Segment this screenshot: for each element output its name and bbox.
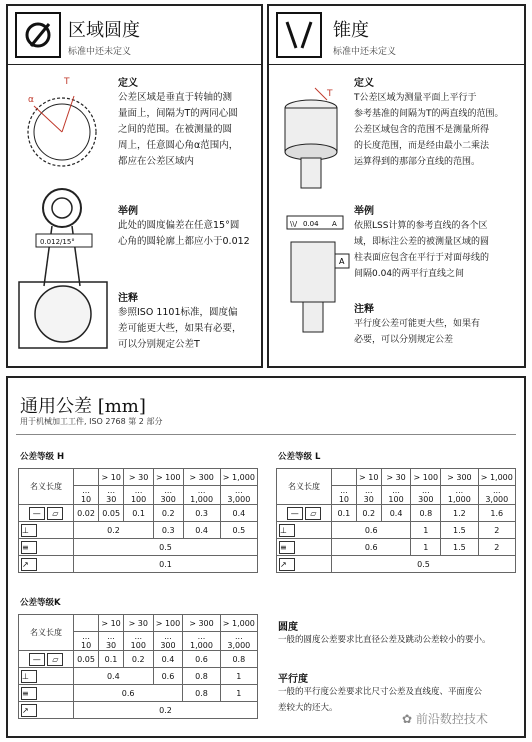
table-row: — ▱ 0.02 0.05 0.1 0.2 0.3 0.4 [19, 505, 258, 522]
flatness-icon: ▱ [47, 653, 63, 666]
svg-text:T: T [64, 77, 70, 87]
roundness-definition-heading: 定义 [118, 78, 138, 89]
roundness-example-text: 此处的圆度偏差在任意15°圆 心角的圆轮廓上都应小于0.012 [118, 220, 250, 247]
roundness-note-title: 圆度 [278, 622, 298, 633]
taper-fig-ref: A [332, 220, 337, 228]
watermark: ✿ 前沿数控技术 [402, 712, 488, 726]
taper-fig-value: 0.04 [303, 220, 319, 228]
roundness-figure-label: 0.012/15° [40, 238, 75, 246]
symmetry-icon: ≡ [21, 541, 37, 554]
table-row: ↗ 0.5 [277, 556, 516, 573]
flatness-icon: ▱ [47, 507, 63, 520]
table-row: ⊥ 0.6 1 1.5 2 [277, 522, 516, 539]
perpendicularity-icon: ⊥ [21, 670, 37, 683]
tolerance-table-l: 名义长度 > 10 > 30 > 100 > 300 > 1,000 ... 10 ... 30 ... 100 ... 300 ... 1,000 ... 3,000 — ▱ 0.1 0.2 0.4 0.8 1.2 1.6 ⊥ 0.6 1 1.5 2 ≡ 0.6 1 1.5 2 ↗ 0.5 [276, 468, 516, 573]
roundness-note-body: 一般的圆度公差要求比直径公差及跳动公差较小的要小。 [278, 635, 491, 645]
general-subtitle: 用于机械加工工件, ISO 2768 第 2 部分 [20, 417, 163, 426]
table-row: ≡ 0.5 [19, 539, 258, 556]
roundness-subtitle: 标准中还未定义 [68, 47, 132, 57]
nominal-length-label: 名义长度 [19, 469, 74, 505]
table-row: ⊥ 0.4 0.6 0.8 1 [19, 668, 258, 685]
level-k-label: 公差等级K [20, 598, 61, 608]
table-row: ≡ 0.6 1 1.5 2 [277, 539, 516, 556]
taper-subtitle: 标准中还未定义 [333, 47, 397, 57]
straightness-icon: — [29, 653, 45, 666]
table-row: ⊥ 0.2 0.3 0.4 0.5 [19, 522, 258, 539]
taper-example-heading: 举例 [354, 206, 374, 217]
straightness-icon: — [287, 507, 303, 520]
table-row: — ▱ 0.1 0.2 0.4 0.8 1.2 1.6 [277, 505, 516, 522]
table-row: ↗ 0.1 [19, 556, 258, 573]
symmetry-icon: ≡ [279, 541, 295, 554]
table-row: ↗ 0.2 [19, 702, 258, 719]
runout-icon: ↗ [21, 558, 37, 571]
taper-note-text: 平行度公差可能更大些，如果有 必要，可以分别规定公差 [354, 319, 481, 345]
taper-panel [267, 4, 526, 368]
roundness-title: 区域圆度 [68, 20, 140, 41]
wechat-icon: ✿ [402, 712, 413, 726]
taper-example-text: 依照LSS计算的参考直线的各个区 域，即标注公差的被测量区域的圆 柱表面应包含在平行于对面母线的 间隔0.04的两平行直线之间 [354, 221, 490, 279]
tolerance-table-h: 名义长度 > 10 > 30 > 100 > 300 > 1,000 ... 10 ... 30 ... 100 ... 300 ... 1,000 ... 3,000 — ▱ 0.02 0.05 0.1 0.2 0.3 0.4 ⊥ 0.2 0.3 0.4 0.5 ≡ 0.5 ↗ 0.1 [18, 468, 258, 573]
roundness-symbol-icon [15, 12, 61, 58]
svg-text:α: α [28, 95, 34, 105]
roundness-note-heading: 注释 [118, 293, 138, 304]
taper-definition-heading: 定义 [354, 78, 374, 89]
perpendicularity-icon: ⊥ [21, 524, 37, 537]
perpendicularity-icon: ⊥ [279, 524, 295, 537]
roundness-panel [6, 4, 263, 368]
straightness-icon: — [29, 507, 45, 520]
connecting-rod-diagram [14, 186, 114, 361]
roundness-definition-text: 公差区域是垂直于转轴的测 量面上，间隔为T的两同心圆 之间的范围。在被测量的圆 周上，任意圆心角α范围内， 都应在公差区域内 [118, 92, 239, 167]
symmetry-icon: ≡ [21, 687, 37, 700]
general-title: 通用公差 [mm] [20, 396, 146, 417]
svg-text:\\/: \\/ [290, 220, 298, 228]
taper-fig-letter: A [339, 257, 345, 266]
runout-icon: ↗ [279, 558, 295, 571]
taper-t-label: T [327, 89, 333, 99]
roundness-diagram [14, 70, 99, 170]
parallel-note-body: 一般的平行度公差要求比尺寸公差及直线度、平面度公 差较大的还大。 [278, 687, 483, 713]
flatness-icon: ▱ [305, 507, 321, 520]
taper-cylinder-diagram [277, 78, 353, 198]
table-row: ≡ 0.6 0.8 1 [19, 685, 258, 702]
runout-icon: ↗ [21, 704, 37, 717]
roundness-note-text: 参照ISO 1101标准，圆度偏 差可能更大些，如果有必要， 可以分别规定公差T [118, 307, 242, 350]
table-row: — ▱ 0.05 0.1 0.2 0.4 0.6 0.8 [19, 651, 258, 668]
level-l-label: 公差等级 L [278, 452, 321, 462]
taper-symbol-icon [276, 12, 322, 58]
level-h-label: 公差等级 H [20, 452, 65, 462]
general-tolerance-panel [6, 376, 526, 738]
tolerance-table-k: 名义长度 > 10 > 30 > 100 > 300 > 1,000 ... 10 ... 30 ... 100 ... 300 ... 1,000 ... 3,000 — ▱ 0.05 0.1 0.2 0.4 0.6 0.8 ⊥ 0.4 0.6 0.8 1 ≡ 0.6 0.8 1 ↗ 0.2 [18, 614, 258, 719]
taper-example-diagram [277, 212, 353, 352]
taper-definition-text: T公差区域为测量平面上平行于 参考基准的间隔为T的两直线的范围。 公差区域包含的范围不是测量所得 的长度范围，而是经由最小二乘法 运算得到的那部分直线的范围。 [354, 93, 504, 167]
taper-title: 锥度 [333, 20, 369, 41]
parallel-note-title: 平行度 [278, 674, 308, 685]
taper-note-heading: 注释 [354, 304, 374, 315]
roundness-example-heading: 举例 [118, 206, 138, 217]
